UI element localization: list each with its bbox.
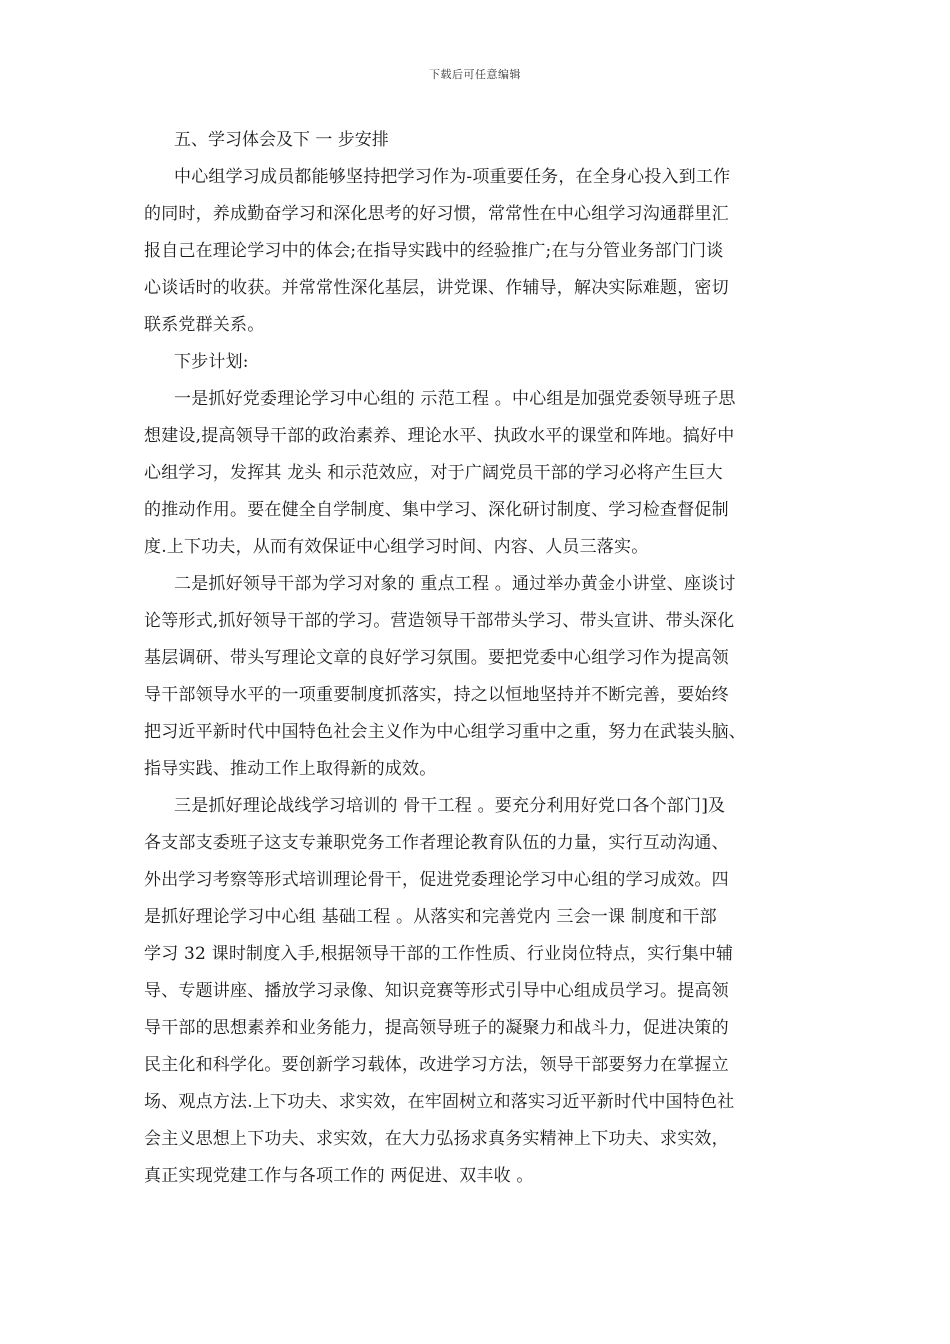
text-line: 基层调研、带头写理论文章的良好学习氛围。要把党委中心组学习作为提高领: [144, 648, 729, 668]
text-line: 联系党群关系。: [144, 315, 265, 335]
text-line: 想建设,提高领导干部的政治素养、理论水平、执政水平的课堂和阵地。搞好中: [144, 426, 735, 446]
text-line: 心组学习，发挥其 龙头 和示范效应，对于广阔党员干部的学习必将产生巨大: [144, 463, 723, 483]
section-heading: 五、学习体会及下 一 步安排: [174, 130, 389, 150]
text-line: 真正实现党建工作与各项工作的 两促进、双丰收 。: [144, 1166, 534, 1186]
text-line: 导干部领导水平的一项重要制度抓落实，持之以恒地坚持并不断完善，要始终: [144, 685, 729, 705]
text-line: 把习近平新时代中国特色社会主义作为中心组学习重中之重，努力在武装头脑、: [144, 722, 746, 742]
text-line: 二是抓好领导干部为学习对象的 重点工程 。通过举办黄金小讲堂、座谈讨: [174, 574, 736, 594]
text-line: 三是抓好理论战线学习培训的 骨干工程 。要充分利用好党口各个部门]及: [174, 796, 726, 816]
text-line: 论等形式,抓好领导干部的学习。营造领导干部带头学习、带头宣讲、带头深化: [144, 611, 735, 631]
text-line: 中心组学习成员都能够坚持把学习作为-项重要任务，在全身心投入到工作: [174, 167, 731, 187]
text-line: 度.上下功夫，从而有效保证中心组学习时间、内容、人员三落实。: [144, 537, 649, 557]
paragraph-lines: [144, 159, 824, 1195]
document-body: [144, 122, 824, 1195]
text-line: 的推动作用。要在健全自学制度、集中学习、深化研讨制度、学习检查督促制: [144, 500, 729, 520]
text-line: 指导实践、推动工作上取得新的成效。: [144, 759, 437, 779]
text-line: 导干部的思想素养和业务能力，提高领导班子的凝聚力和战斗力，促进决策的: [144, 1018, 729, 1038]
text-line: 民主化和科学化。要创新学习载体，改进学习方法，领导干部要努力在掌握立: [144, 1055, 729, 1075]
text-line: 会主义思想上下功夫、求实效，在大力弘扬求真务实精神上下功夫、求实效，: [144, 1129, 729, 1149]
text-line: 外出学习考察等形式培训理论骨干，促进党委理论学习中心组的学习成效。四: [144, 870, 729, 890]
text-line: 各支部支委班子这支专兼职党务工作者理论教育队伍的力量，实行互动沟通、: [144, 833, 729, 853]
text-line: 学习 32 课时制度入手,根据领导干部的工作性质、行业岗位特点，实行集中辅: [144, 944, 734, 964]
text-line: 是抓好理论学习中心组 基础工程 。从落实和完善党内 三会一课 制度和干部: [144, 907, 717, 927]
text-line: 的同时，养成勤奋学习和深化思考的好习惯，常常性在中心组学习沟通群里汇: [144, 204, 729, 224]
text-line: 心谈话时的收获。并常常性深化基层，讲党课、作辅导，解决实际难题，密切: [144, 278, 729, 298]
text-line: 下步计划:: [174, 352, 249, 372]
page-header: 下载后可任意编辑: [429, 68, 521, 81]
text-line: 一是抓好党委理论学习中心组的 示范工程 。中心组是加强党委领导班子思: [174, 389, 736, 409]
text-line: 导、专题讲座、播放学习录像、知识竞赛等形式引导中心组成员学习。提高领: [144, 981, 729, 1001]
text-line: 场、观点方法.上下功夫、求实效，在牢固树立和落实习近平新时代中国特色社: [144, 1092, 735, 1112]
text-line: 报自己在理论学习中的体会;在指导实践中的经验推广;在与分管业务部门门谈: [144, 241, 724, 261]
